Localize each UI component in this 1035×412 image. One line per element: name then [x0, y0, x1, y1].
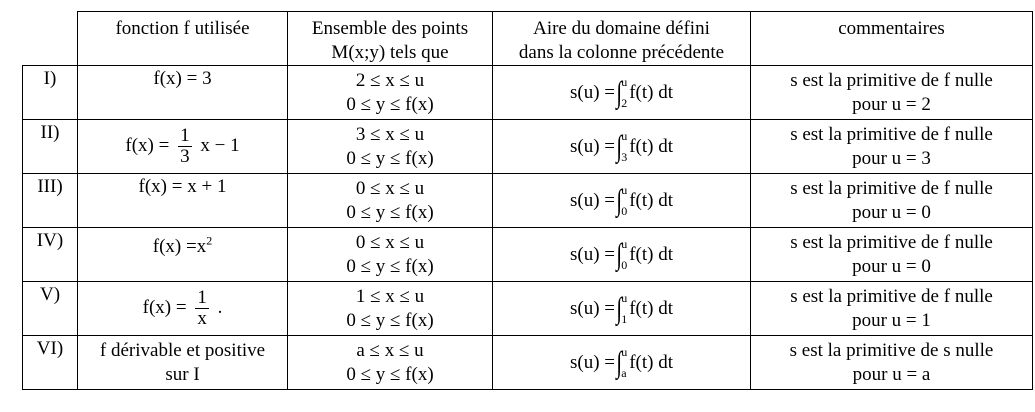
integral-prefix: s(u) = [569, 297, 615, 319]
definite-integral-table [22, 11, 1033, 390]
upper-limit: u [621, 74, 628, 89]
function-cell [78, 120, 288, 174]
lower-limit: 1 [621, 311, 628, 326]
integrand: f(t) dt [629, 297, 674, 319]
comment-line2: pour u = 0 [852, 255, 931, 277]
fraction-denominator: 3 [180, 146, 190, 167]
y-condition: 0 ≤ y ≤ f(x) [346, 93, 434, 115]
area-cell [493, 66, 751, 120]
integrand: f(t) dt [629, 189, 674, 211]
y-condition: 0 ≤ y ≤ f(x) [346, 255, 434, 277]
lower-limit: 3 [621, 149, 628, 164]
integrand: f(t) dt [629, 135, 674, 157]
table-row [23, 174, 1033, 228]
header-point-set-line2: M(x;y) tels que [331, 42, 449, 63]
integral-sign: ∫ [616, 75, 622, 109]
integral-prefix: s(u) = [569, 351, 615, 373]
integral-prefix: s(u) = [569, 243, 615, 265]
comment-line1: s est la primitive de s nulle [789, 339, 994, 361]
function-cell [78, 66, 288, 120]
integrand: f(t) dt [629, 243, 674, 265]
area-cell [493, 174, 751, 228]
function-suffix: . [217, 296, 223, 318]
comment-line1: s est la primitive de f nulle [790, 285, 993, 307]
point-set-cell [288, 66, 493, 120]
table-row [23, 120, 1033, 174]
integral-sign: ∫ [616, 237, 622, 271]
function-cell [78, 174, 288, 228]
point-set-cell [288, 174, 493, 228]
lower-limit: 2 [621, 95, 628, 110]
header-function [78, 12, 288, 66]
table-row [23, 336, 1033, 390]
integral-expression [570, 238, 673, 272]
header-point-set [288, 12, 493, 66]
comment-line2: pour u = 3 [852, 147, 931, 169]
upper-limit: u [621, 344, 628, 359]
integral-sign: ∫ [616, 291, 622, 325]
function-prefix: f(x) = [142, 296, 187, 318]
header-comments [751, 12, 1033, 66]
header-function-label: fonction f utilisée [115, 18, 250, 39]
header-comments-label: commentaires [838, 18, 945, 39]
x-condition: a ≤ x ≤ u [356, 339, 424, 361]
integral-expression [570, 184, 673, 218]
fraction-numerator: 1 [197, 287, 207, 308]
integral-prefix: s(u) = [569, 81, 615, 103]
area-cell [493, 228, 751, 282]
row-number: VI) [23, 336, 78, 390]
comment-line1: s est la primitive de f nulle [790, 69, 993, 91]
comment-cell [751, 66, 1033, 120]
integral-sign: ∫ [616, 345, 622, 379]
row-number: III) [23, 174, 78, 228]
table-row [23, 282, 1033, 336]
x-condition: 2 ≤ x ≤ u [355, 69, 425, 91]
point-set-cell [288, 228, 493, 282]
fraction-denominator: x [197, 308, 207, 329]
function-line1: f dérivable et positive [99, 339, 266, 361]
integral-limits [621, 346, 627, 380]
integrand: f(t) dt [629, 81, 674, 103]
header-row [23, 12, 1033, 66]
table-row [23, 228, 1033, 282]
y-condition: 0 ≤ y ≤ f(x) [346, 201, 434, 223]
comment-cell [751, 174, 1033, 228]
integral-limits [621, 292, 627, 326]
integral-sign: ∫ [616, 129, 622, 163]
function-cell [78, 336, 288, 390]
integral-limits [621, 184, 627, 218]
comment-cell [751, 120, 1033, 174]
integral-expression [570, 292, 673, 326]
integral-limits [621, 76, 627, 110]
comment-line1: s est la primitive de f nulle [790, 231, 993, 253]
integrand: f(t) dt [629, 351, 674, 373]
comment-cell [751, 282, 1033, 336]
row-number: IV) [23, 228, 78, 282]
integral-limits [621, 238, 627, 272]
fraction [178, 126, 192, 167]
function-text: f(x) =x [152, 236, 207, 258]
comment-line2: pour u = 0 [852, 201, 931, 223]
x-condition: 3 ≤ x ≤ u [355, 123, 425, 145]
fraction-numerator: 1 [180, 125, 190, 146]
integral-limits [621, 130, 627, 164]
lower-limit: 0 [621, 203, 628, 218]
x-condition: 0 ≤ x ≤ u [355, 231, 425, 253]
table-row [23, 66, 1033, 120]
function-cell [78, 228, 288, 282]
corner-cell [23, 12, 78, 66]
function-cell [78, 282, 288, 336]
area-cell [493, 282, 751, 336]
y-condition: 0 ≤ y ≤ f(x) [346, 309, 434, 331]
integral-prefix: s(u) = [569, 135, 615, 157]
point-set-cell [288, 336, 493, 390]
integral-prefix: s(u) = [569, 189, 615, 211]
function-formula [125, 125, 240, 167]
lower-limit: 0 [621, 257, 628, 272]
integral-expression [570, 346, 673, 380]
header-point-set-line1: Ensemble des points [311, 18, 469, 39]
comment-line2: pour u = 2 [852, 93, 931, 115]
comment-line1: s est la primitive de f nulle [790, 123, 993, 145]
function-line2: sur I [165, 363, 200, 385]
function-formula [153, 236, 212, 257]
y-condition: 0 ≤ y ≤ f(x) [346, 147, 434, 169]
function-formula: f(x) = 3 [153, 68, 212, 89]
upper-limit: u [621, 290, 628, 305]
area-cell [493, 336, 751, 390]
row-number: V) [23, 282, 78, 336]
integral-expression [570, 76, 673, 110]
fraction [195, 288, 209, 329]
area-cell [493, 120, 751, 174]
header-area-line2: dans la colonne précédente [518, 42, 725, 63]
point-set-cell [288, 120, 493, 174]
integral-expression [570, 130, 673, 164]
x-condition: 0 ≤ x ≤ u [355, 177, 425, 199]
integral-sign: ∫ [616, 183, 622, 217]
row-number: I) [23, 66, 78, 120]
header-area [493, 12, 751, 66]
comment-line2: pour u = a [852, 363, 931, 385]
point-set-cell [288, 282, 493, 336]
upper-limit: u [621, 236, 628, 251]
comment-cell [751, 228, 1033, 282]
comment-line2: pour u = 1 [852, 309, 931, 331]
function-suffix: x − 1 [200, 134, 240, 156]
lower-limit: a [621, 365, 627, 380]
comment-line1: s est la primitive de f nulle [790, 177, 993, 199]
function-formula [142, 287, 223, 329]
upper-limit: u [621, 128, 628, 143]
exponent: 2 [206, 234, 213, 248]
header-area-line1: Aire du domaine défini [533, 18, 710, 39]
function-prefix: f(x) = [125, 134, 170, 156]
y-condition: 0 ≤ y ≤ f(x) [346, 363, 434, 385]
comment-cell [751, 336, 1033, 390]
function-formula: f(x) = x + 1 [138, 176, 227, 197]
x-condition: 1 ≤ x ≤ u [355, 285, 425, 307]
upper-limit: u [621, 182, 628, 197]
row-number: II) [23, 120, 78, 174]
